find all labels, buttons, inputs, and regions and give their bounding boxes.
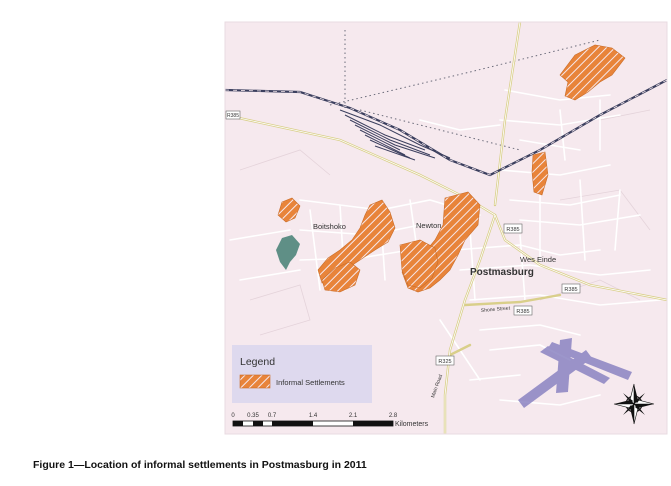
legend-item-label: Informal Settlements <box>276 378 345 387</box>
place-label-newton: Newton <box>416 221 442 230</box>
svg-text:R325: R325 <box>438 359 452 365</box>
place-label-boitshoko: Boitshoko <box>313 222 346 231</box>
legend <box>232 345 372 403</box>
figure-caption: Figure 1—Location of informal settlements in Postmasburg in 2011 <box>33 459 367 471</box>
road-shield-r385-west-edge <box>226 111 240 119</box>
scale-tick-2: 0.7 <box>267 413 277 419</box>
svg-text:R385: R385 <box>506 227 520 233</box>
place-label-postmasburg: Postmasburg <box>470 267 534 278</box>
scale-tick-1: 0.35 <box>247 413 259 419</box>
scale-tick-3: 1.4 <box>308 413 318 419</box>
legend-swatch <box>240 375 270 388</box>
scale-tick-0: 0 <box>231 413 235 419</box>
road-shield-r385-east <box>562 284 580 293</box>
place-label-wes-einde: Wes Einde <box>520 255 557 264</box>
road-shield-r325 <box>436 356 454 365</box>
road-shield-r385-north <box>504 224 522 233</box>
street-label-main-road: Main Road <box>430 373 445 399</box>
street-label-shone-street: Shone Street <box>480 305 511 314</box>
scale-tick-5: 2.8 <box>388 413 398 419</box>
scale-unit: Kilometers <box>395 421 429 428</box>
svg-text:R385: R385 <box>227 113 239 119</box>
legend-title: Legend <box>240 356 276 368</box>
road-shield-r385-center <box>514 306 532 315</box>
svg-text:R385: R385 <box>516 309 530 315</box>
svg-text:R385: R385 <box>564 287 578 293</box>
scale-tick-4: 2.1 <box>348 413 358 419</box>
